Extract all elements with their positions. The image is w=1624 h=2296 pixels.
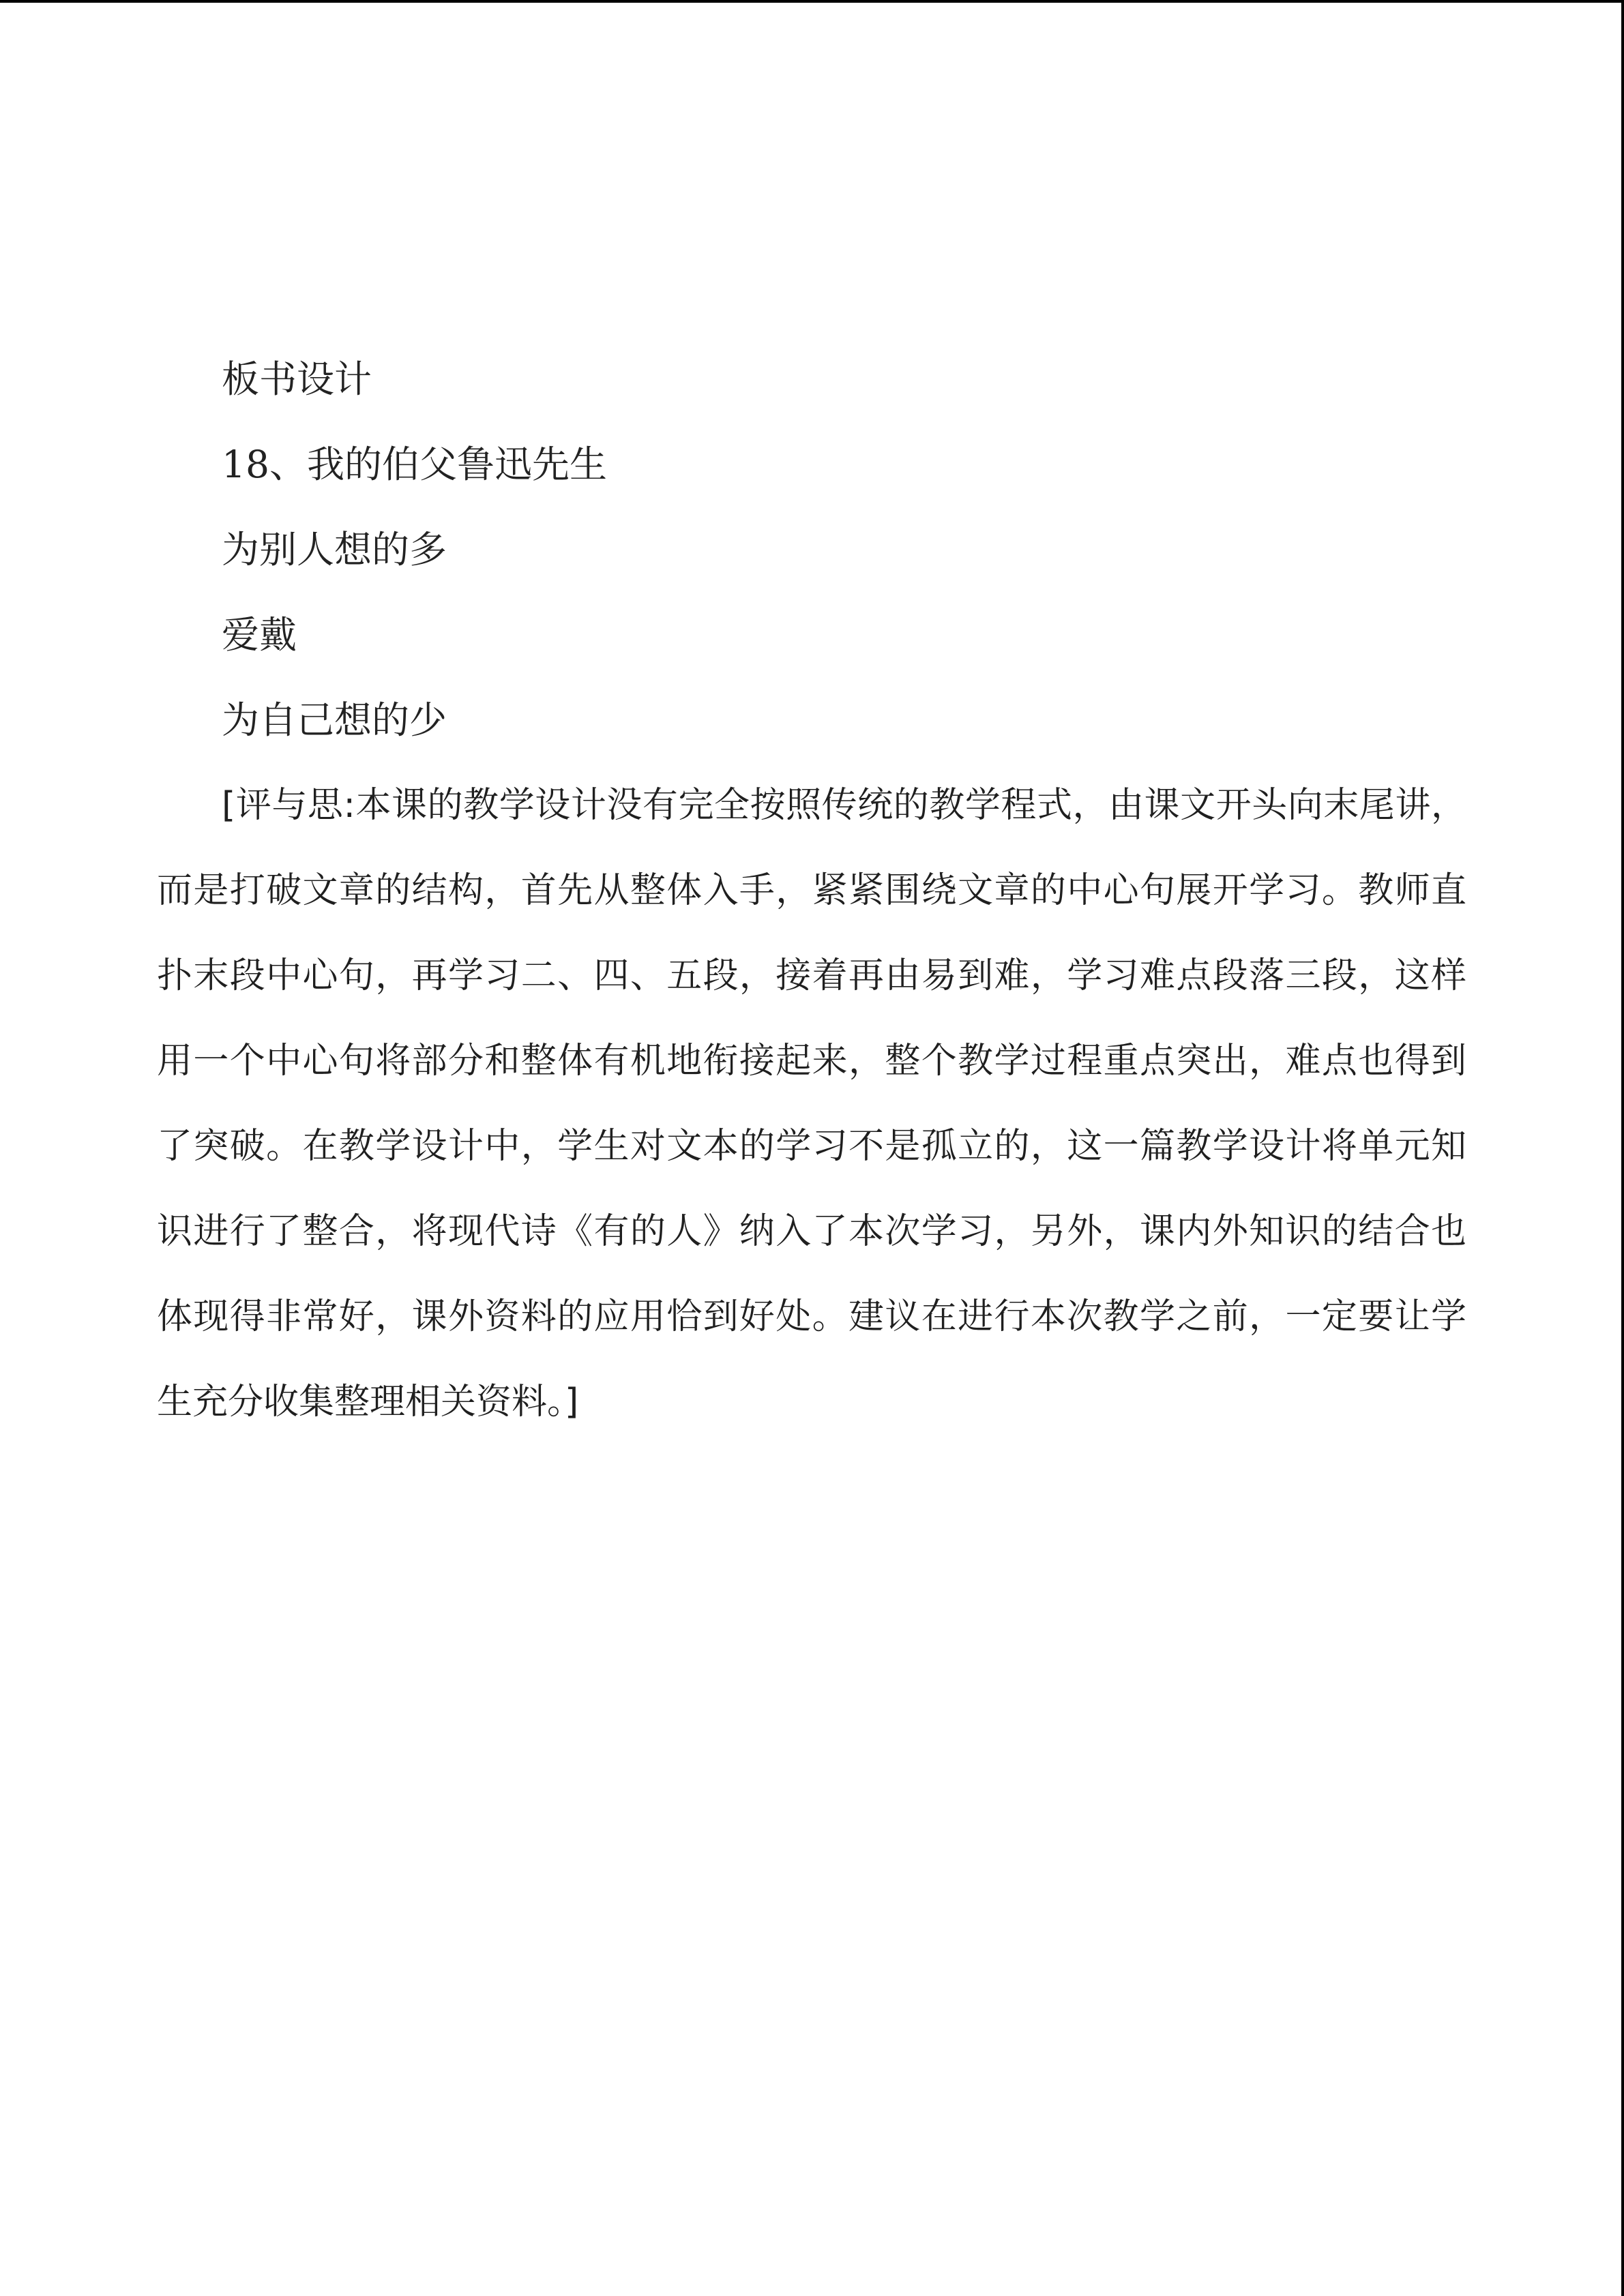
review-comment-paragraph: [评与思:本课的教学设计没有完全按照传统的教学程式，由课文开头向末尾讲，而是打破文章的结构，首先从整体入手，紧紧围绕文章的中心句展开学习。教师直扑末段中心句，再学习二、四、五段，接着再由易到难，学习难点段落三段，这样用一个中心句将部分和整体有机地衔接起来，整个教学过程重点突出，难点也得到了突破。在教学设计中，学生对文本的学习不是孤立的，这一篇教学设计将单元知识进行了整合，将现代诗《有的人》纳入了本次学习，另外，课内外知识的结合也体现得非常好，课外资料的应用恰到好处。建议在进行本次教学之前，一定要让学生充分收集整理相关资料。] (157, 785, 1466, 1422)
board-line-respect: 爱戴 (222, 613, 297, 657)
document-body (157, 337, 1466, 1445)
board-line-others: 为别人想的多 (222, 528, 447, 571)
board-line-self: 为自己想的少 (222, 698, 447, 742)
board-design-heading: 板书设计 (222, 357, 372, 401)
lesson-title: 18、我的伯父鲁迅先生 (222, 443, 607, 486)
